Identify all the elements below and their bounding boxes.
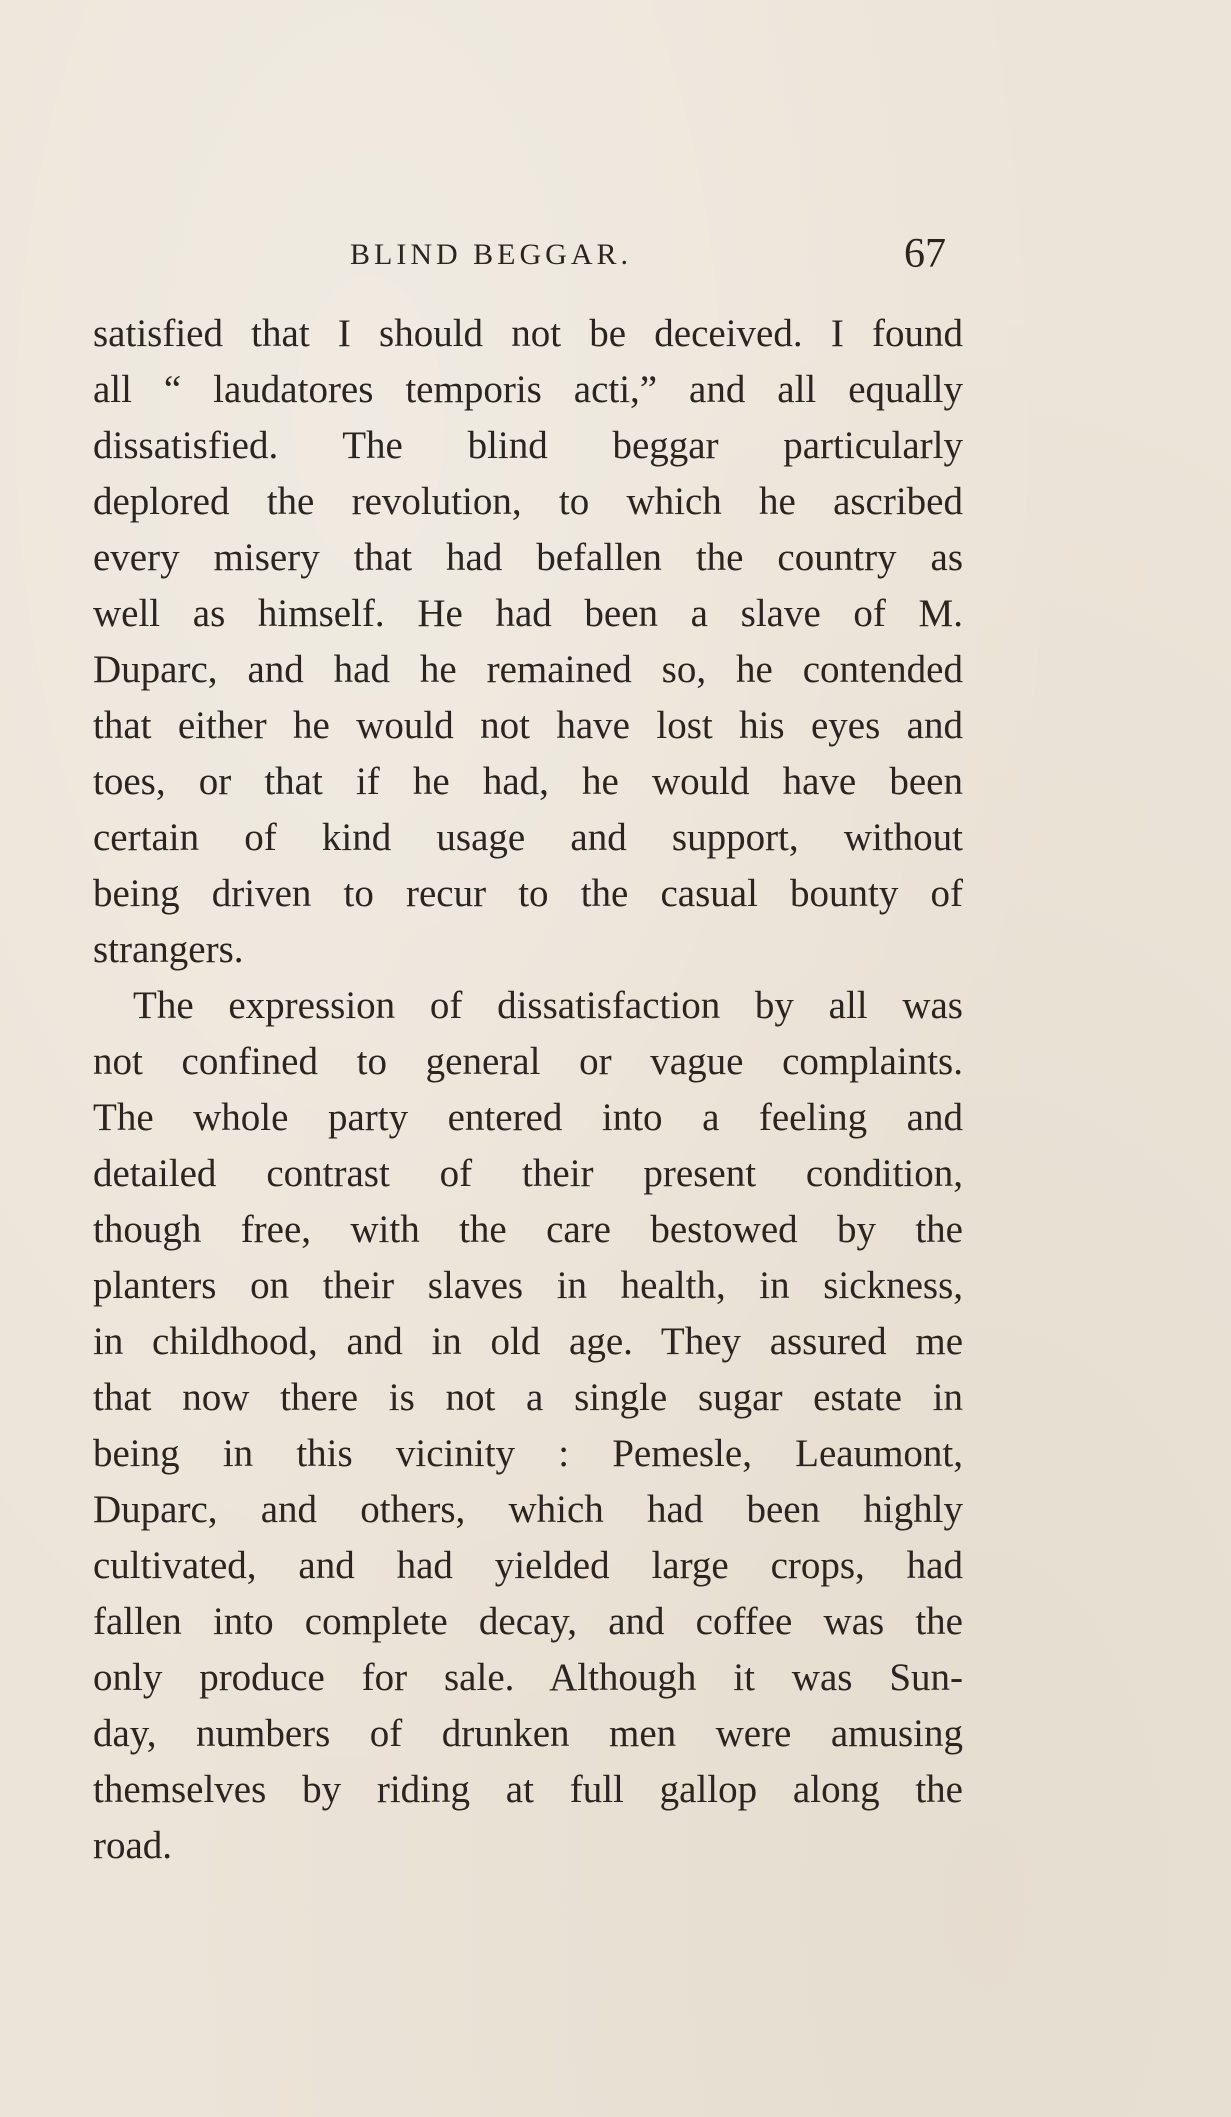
- text-line: road.: [93, 1824, 173, 1867]
- text-line: cultivated, and had yielded large crops, had: [93, 1544, 963, 1587]
- text-line: being in this vicinity : Pemesle, Leaumont,: [93, 1432, 963, 1475]
- text-line: though free, with the care bestowed by the: [93, 1208, 963, 1251]
- text-line: themselves by riding at full gallop along the: [93, 1768, 963, 1811]
- text-line: well as himself. He had been a slave of M.: [93, 592, 963, 635]
- text-line: satisfied that I should not be deceived. I found: [93, 312, 963, 355]
- text-line: dissatisfied. The blind beggar particularly: [93, 424, 963, 467]
- text-line: The expression of dissatisfaction by all was: [133, 984, 963, 1027]
- text-line: deplored the revolution, to which he ascribed: [93, 480, 963, 523]
- text-line: only produce for sale. Although it was Sun-: [93, 1656, 963, 1699]
- text-line: certain of kind usage and support, without: [93, 816, 963, 859]
- running-title: BLIND BEGGAR.: [350, 238, 632, 271]
- paragraph-2: [93, 978, 963, 1874]
- text-line: all “ laudatores temporis acti,” and all equally: [93, 368, 963, 411]
- text-line: being driven to recur to the casual bounty of: [93, 872, 963, 915]
- text-line: not confined to general or vague complaints.: [93, 1040, 963, 1083]
- text-line: strangers.: [93, 928, 244, 971]
- text-line: Duparc, and others, which had been highly: [93, 1488, 963, 1531]
- text-line: in childhood, and in old age. They assured me: [93, 1320, 963, 1363]
- text-line: toes, or that if he had, he would have been: [93, 760, 963, 803]
- body-text: [93, 306, 963, 1874]
- text-line: detailed contrast of their present condition,: [93, 1152, 963, 1195]
- text-line: day, numbers of drunken men were amusing: [93, 1712, 963, 1755]
- text-line: planters on their slaves in health, in sickness,: [93, 1264, 963, 1307]
- paragraph-1: [93, 306, 963, 978]
- text-line: fallen into complete decay, and coffee was the: [93, 1600, 963, 1643]
- text-line: that now there is not a single sugar estate in: [93, 1376, 963, 1419]
- text-line: that either he would not have lost his eyes and: [93, 704, 963, 747]
- text-line: Duparc, and had he remained so, he contended: [93, 648, 963, 691]
- page-number: 67: [904, 231, 946, 277]
- running-head: [0, 230, 1231, 290]
- text-line: The whole party entered into a feeling and: [93, 1096, 963, 1139]
- text-line: every misery that had befallen the country as: [93, 536, 963, 579]
